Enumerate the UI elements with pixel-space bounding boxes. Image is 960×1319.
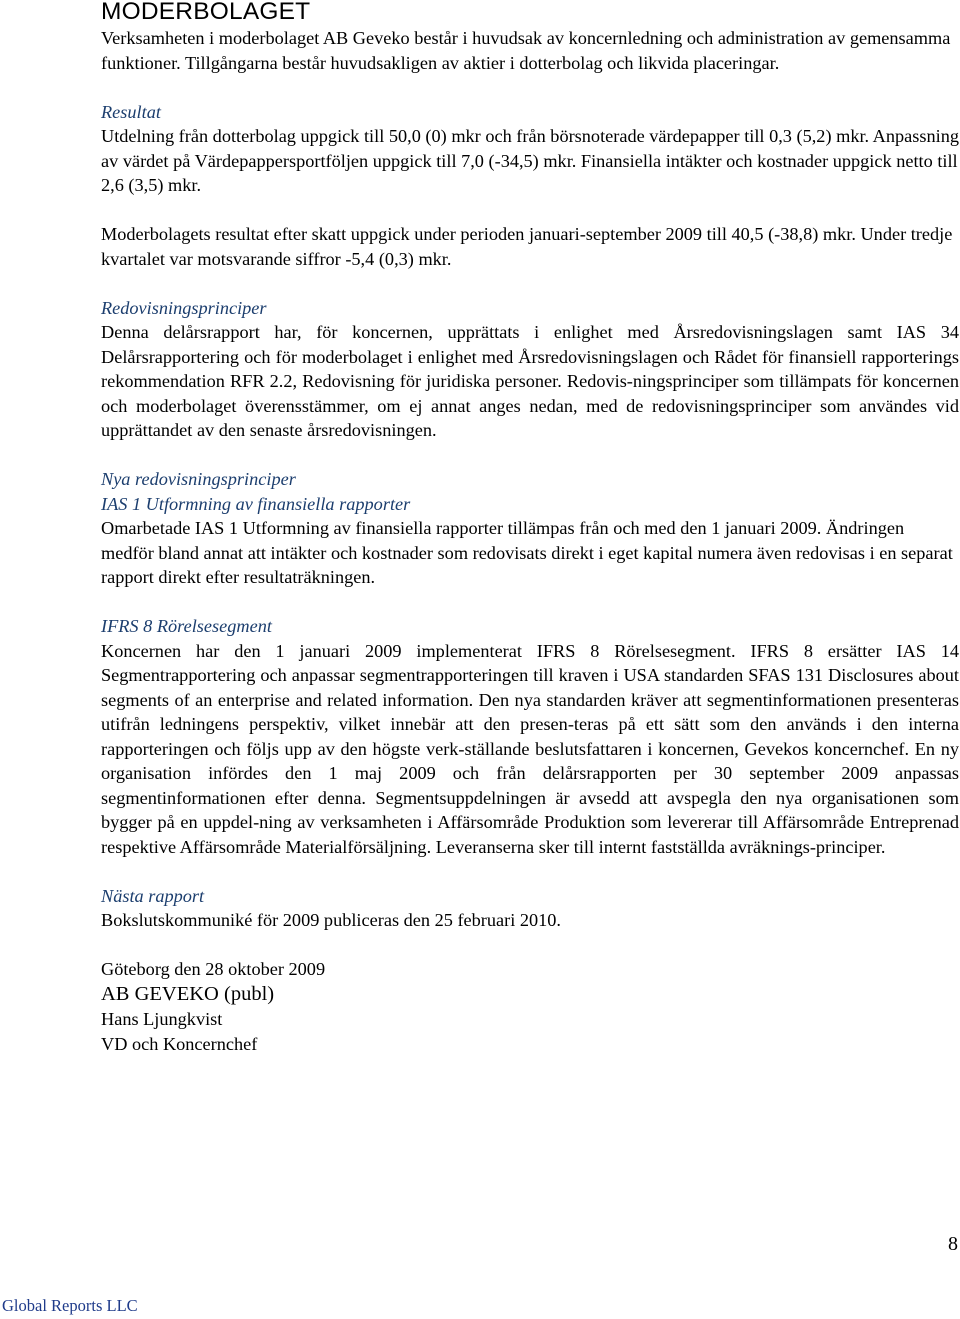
signature-role: VD och Koncernchef — [101, 1034, 258, 1054]
ias1-paragraph: Omarbetade IAS 1 Utformning av finansiella rapporter tillämpas från och med den 1 januari 2009. Ändringen medför bland annat att intäkter och kostnader som redovisats direkt i eget kapital numera även redovisas i en separat rapport direkt efter resultaträkningen. — [101, 518, 953, 587]
section-heading-resultat: Resultat — [101, 101, 161, 122]
signature-place-date: Göteborg den 28 oktober 2009 — [101, 959, 326, 979]
signature-name: Hans Ljungkvist — [101, 1009, 223, 1029]
spacer — [101, 443, 959, 468]
intro-paragraph: Verksamheten i moderbolaget AB Geveko består i huvudsak av koncernledning och administration av gemensamma funktioner. Tillgångarna består huvudsakligen av aktier i dotterbolag och likvida placeringar. — [101, 28, 951, 73]
spacer — [101, 198, 959, 223]
signature-company: AB GEVEKO (publ) — [101, 983, 275, 1005]
footer-publisher: Global Reports LLC — [2, 1296, 138, 1315]
spacer — [101, 590, 959, 615]
nasta-rapport-paragraph: Bokslutskommuniké för 2009 publiceras den 25 februari 2010. — [101, 910, 561, 930]
resultat-paragraph-2: Moderbolagets resultat efter skatt uppgick under perioden januari-september 2009 till 40,5 (-38,8) mkr. Under tredje kvartalet var motsvarande siffror -5,4 (0,3) mkr. — [101, 224, 953, 269]
spacer — [101, 859, 959, 884]
subheading-ifrs8: IFRS 8 Rörelsesegment — [101, 616, 272, 636]
page-number: 8 — [948, 1233, 958, 1255]
spacer — [101, 271, 959, 296]
section-heading-nasta-rapport: Nästa rapport — [101, 885, 205, 906]
spacer — [101, 933, 959, 958]
spacer — [101, 75, 959, 100]
redovisningsprinciper-paragraph: Denna delårsrapport har, för koncernen, upprättats i enlighet med Årsredovisningslagen samt IAS 34 Delårsrapportering och för moderbolaget i enlighet med Årsredovisningslagen och Rådet för finansiell rapporterings rekommendation RFR 2.2, Redovisning för juridiska personer. Redovis-ningsprinciper som tillämpats för koncernen och moderbolaget överensstämmer, om ej annat anges nedan, med de redovisningsprinciper som användes vid upprättandet av den senaste årsredovisningen. — [101, 322, 959, 440]
resultat-paragraph-1: Utdelning från dotterbolag uppgick till 50,0 (0) mkr och från börsnoterade värdepapper till 0,3 (5,2) mkr. Anpassning av värdet på Värdepappersportföljen uppgick till 7,0 (-34,5) mkr. Finansiella intäkter och kostnader uppgick netto till 2,6 (3,5) mkr. — [101, 126, 959, 195]
section-heading-nya-redovisningsprinciper: Nya redovisningsprinciper — [101, 469, 296, 489]
section-heading-redovisningsprinciper: Redovisningsprinciper — [101, 297, 267, 318]
subheading-ias1: IAS 1 Utformning av finansiella rapporter — [101, 493, 411, 514]
document-page — [101, 0, 959, 1057]
page-title: MODERBOLAGET — [101, 0, 311, 25]
ifrs8-paragraph: Koncernen har den 1 januari 2009 implementerat IFRS 8 Rörelsesegment. IFRS 8 ersätter IAS 14 Segmentrapportering och anpassar segmentrapporteringen till kraven i USA standarden SFAS 131 Disclosures about segments of an enterprise and related information. Den nya standarden kräver att segmentinformationen presenteras utifrån ledningens perspektiv, vilket innebär att den presen-teras på ett sätt som den används i den interna rapporteringen och följs upp av den högste verk-ställande beslutsfattaren i koncernen, Gevekos koncernchef. En ny organisation infördes den 1 maj 2009 och från delårsrapporten per 30 september 2009 anpassas segmentinformationen efter denna. Segmentsuppdelningen är avsedd att avspegla den nya organisationen som bygger på en uppdel-ning av verksamheten i Affärsområde Produktion som levererar till Affärsområde Entreprenad respektive Affärsområde Materialförsäljning. Leveranserna sker till internt fastställda avräknings-principer. — [101, 640, 959, 857]
